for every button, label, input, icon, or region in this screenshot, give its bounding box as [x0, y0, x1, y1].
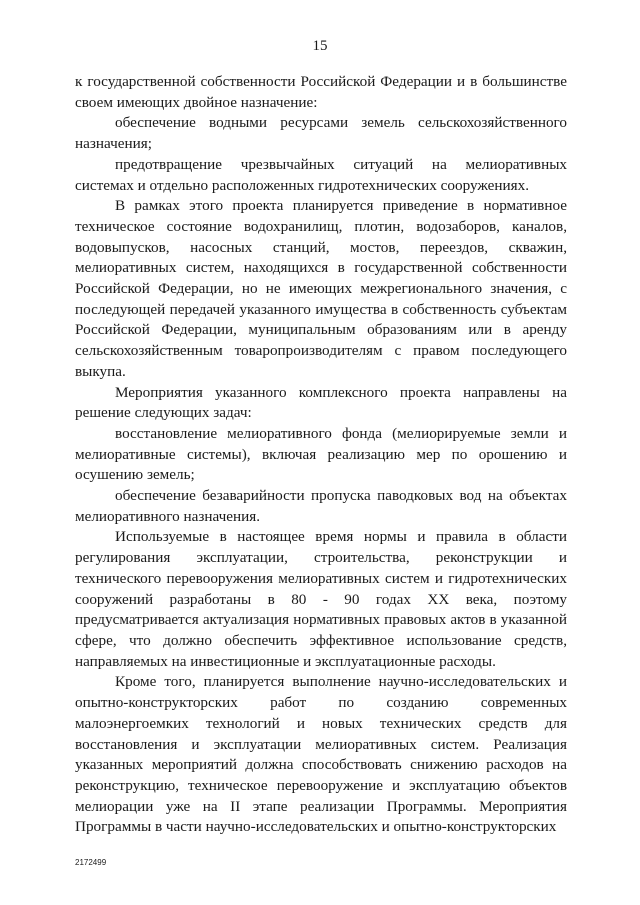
paragraph: восстановление мелиоративного фонда (мелиорируемые земли и мелиоративные системы), включая реализацию мер по орошению и осушению земель;	[75, 424, 567, 484]
paragraph: Кроме того, планируется выполнение научно-исследовательских и опытно-конструкторских работ по созданию современных малоэнергоемких технологий и новых технических средств для восстановления и эксплуатации мелиоративных систем. Реализация указанных мероприятий должна способствовать снижению расходов на реконструкцию, техническое перевооружение и эксплуатацию объектов мелиорации уже на II этапе реализации Программы. Мероприятия Программы в части научно-исследовательских и опытно-конструкторских	[75, 673, 567, 836]
paragraph: предотвращение чрезвычайных ситуаций на мелиоративных системах и отдельно расположенных гидротехнических сооружениях.	[75, 155, 567, 194]
paragraph: Мероприятия указанного комплексного проекта направлены на решение следующих задач:	[75, 383, 567, 422]
document-code: 2172499	[75, 858, 107, 867]
paragraph: Используемые в настоящее время нормы и правила в области регулирования эксплуатации, строительства, реконструкции и технического перевооружения мелиоративных систем и гидротехнических сооружений разработаны в 80 - 90 годах XX века, поэтому предусматривается актуализация нормативных правовых актов в указанной сфере, что должно обеспечить эффективное использование средств, направляемых на инвестиционные и эксплуатационные расходы.	[75, 528, 567, 670]
paragraph: обеспечение безаварийности пропуска паводковых вод на объектах мелиоративного назначения.	[75, 487, 567, 525]
page-number: 15	[312, 38, 328, 54]
paragraph: обеспечение водными ресурсами земель сельскохозяйственного назначения;	[75, 114, 567, 153]
paragraph: к государственной собственности Российской Федерации и в большинстве своем имеющих двойное назначение:	[75, 73, 567, 111]
paragraph: В рамках этого проекта планируется приведение в нормативное техническое состояние водохранилищ, плотин, водозаборов, каналов, водовыпусков, насосных станций, мостов, переездов, скважин, мелиоративных систем, находящихся в государственной собственности Российской Федерации, но не имеющих межрегионального значения, с последующей передачей указанного имущества в собственность субъектам Российской Федерации, муниципальным образованиям или в аренду сельскохозяйственным товаропроизводителям с правом последующего выкупа.	[75, 197, 567, 380]
document-body	[75, 72, 567, 838]
